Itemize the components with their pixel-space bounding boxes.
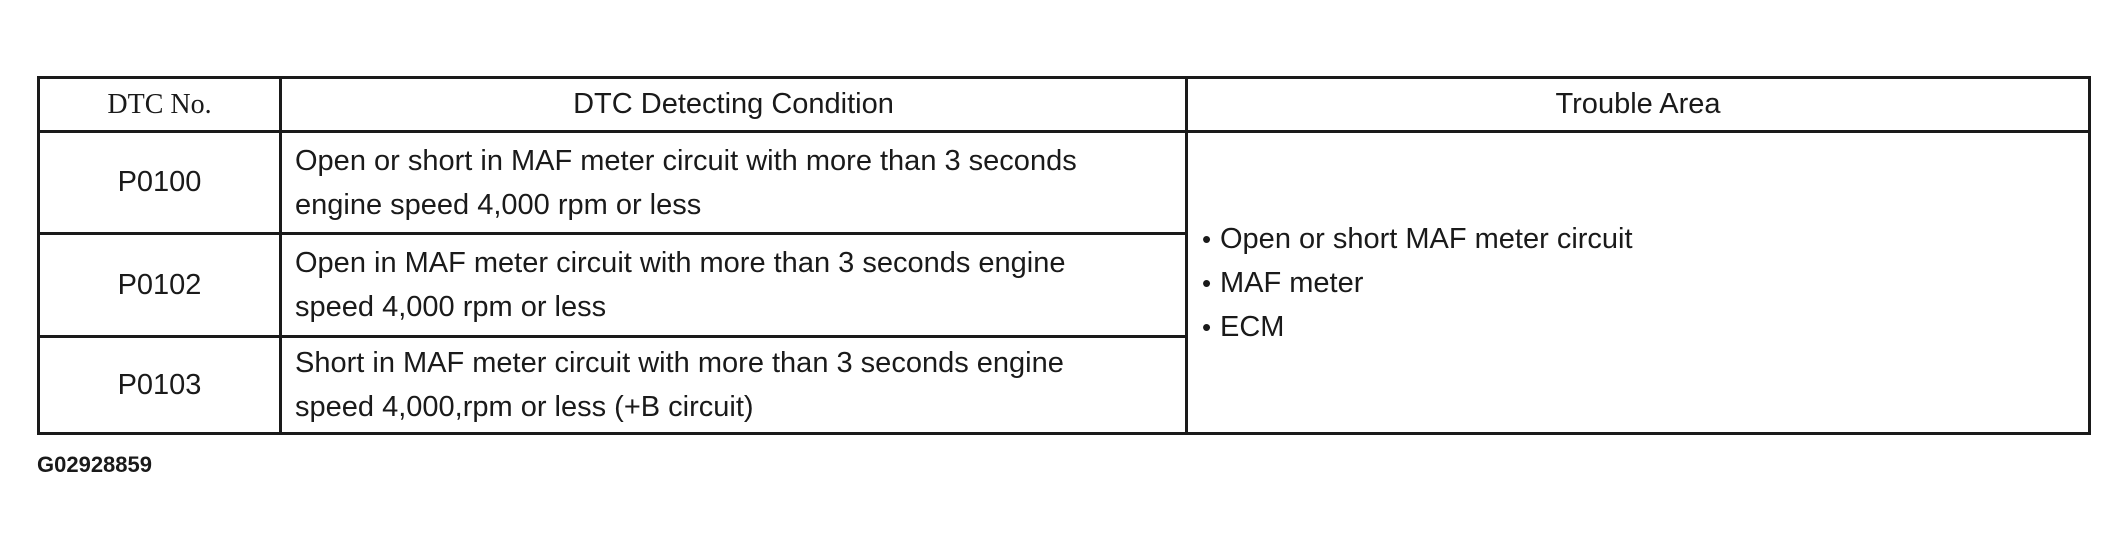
trouble-area-list [1202, 217, 2088, 349]
detecting-condition [281, 337, 1187, 434]
condition-line: Open or short in MAF meter circuit with more than 3 seconds [295, 144, 1077, 177]
dtc-code: P0103 [39, 337, 281, 434]
trouble-area-cell [1187, 132, 2090, 434]
header-trouble-area: Trouble Area [1187, 78, 2090, 132]
condition-line: engine speed 4,000 rpm or less [295, 188, 702, 221]
condition-line: Open in MAF meter circuit with more than 3 seconds engine [295, 247, 1066, 279]
detecting-condition [281, 132, 1187, 234]
dtc-table [37, 76, 2091, 435]
dtc-code: P0102 [39, 234, 281, 337]
condition-line: speed 4,000,rpm or less (+B circuit) [295, 391, 754, 423]
condition-line: speed 4,000 rpm or less [295, 291, 607, 323]
figure-id: G02928859 [37, 452, 152, 477]
table-row [39, 132, 2090, 234]
table-header-row [39, 78, 2090, 132]
dtc-code: P0100 [39, 132, 281, 234]
trouble-area-item: • MAF meter [1202, 261, 2088, 305]
trouble-area-item: • ECM [1202, 305, 2088, 349]
header-detecting-condition: DTC Detecting Condition [281, 78, 1187, 132]
trouble-area-item: • Open or short MAF meter circuit [1202, 217, 2088, 261]
detecting-condition [281, 234, 1187, 337]
header-dtc-no: DTC No. [39, 78, 281, 132]
condition-line: Short in MAF meter circuit with more than 3 seconds engine [295, 347, 1064, 379]
